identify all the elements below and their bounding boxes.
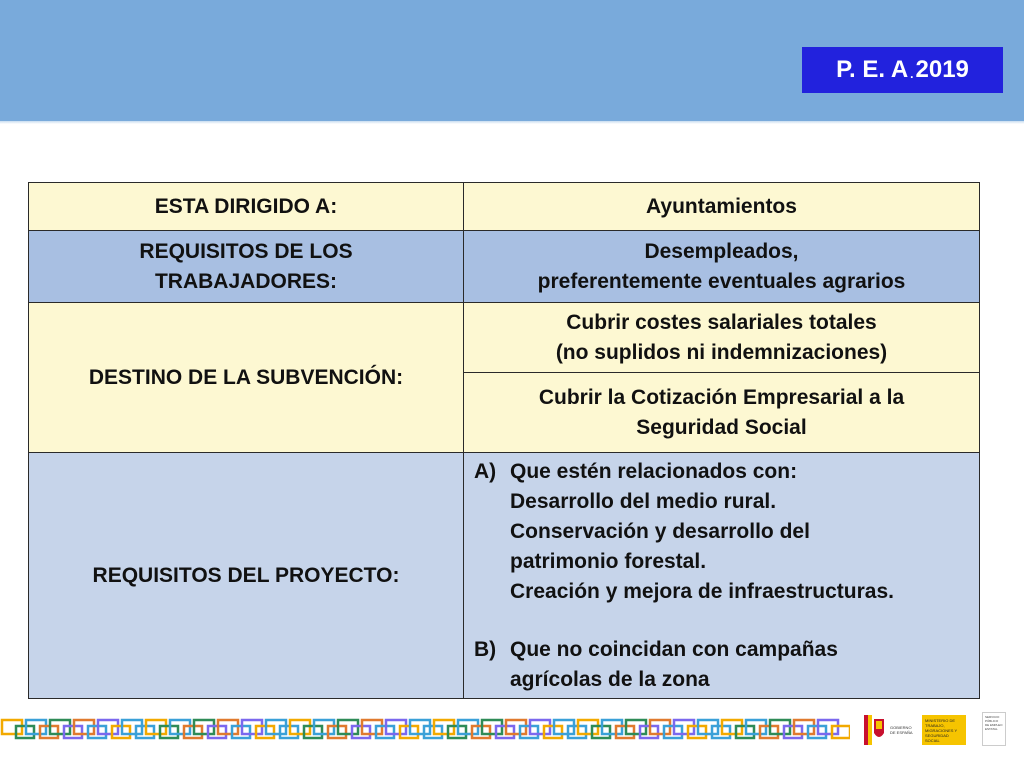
row3-value-a-line2: (no suplidos ni indemnizaciones) (555, 340, 888, 364)
row2-value (464, 231, 980, 303)
list-b-line: Que no coincidan con campañas (510, 638, 838, 661)
table-row (29, 303, 980, 373)
list-marker-a: A) (474, 460, 497, 483)
list-a-line: Creación y mejora de infraestructuras. (510, 580, 894, 603)
list-item-b (474, 635, 971, 695)
list-a-line: Conservación y desarrollo del (510, 520, 810, 543)
decorative-chain-strip (0, 712, 850, 746)
row2-label-line1: REQUISITOS DE LOS (139, 239, 353, 263)
chain-link (832, 726, 850, 738)
row3-value-a-line1: Cubrir costes salariales totales (566, 310, 877, 334)
list-marker-b: B) (474, 638, 497, 661)
badge-year: 2019 (915, 56, 969, 83)
badge-dot: . (910, 67, 914, 81)
row2-value-line1: Desempleados, (644, 239, 799, 263)
table-row (29, 231, 980, 303)
row2-label (29, 231, 464, 303)
header-shadow (0, 121, 1024, 124)
program-table (28, 182, 980, 699)
list-b-line: agrícolas de la zona (510, 668, 710, 691)
logo-text-sepe: SERVICIO PÚBLICO DE EMPLEO ESTATAL (982, 712, 1006, 746)
row3-value-b (464, 373, 980, 453)
list-a-line: Que estén relacionados con: (510, 460, 798, 483)
list-item-a (474, 457, 971, 607)
table-row (29, 453, 980, 699)
badge-title: P. E. A (836, 56, 909, 83)
row3-value-b-line2: Seguridad Social (636, 415, 807, 439)
list-a-line: patrimonio forestal. (510, 550, 707, 573)
logo-text-ministerio: MINISTERIO DE TRABAJO, MIGRACIONES Y SEGURIDAD SOCIAL (922, 715, 966, 745)
row4-label: REQUISITOS DEL PROYECTO: (29, 453, 464, 699)
logo-text-gobierno: GOBIERNO DE ESPAÑA (890, 725, 913, 735)
table-row (29, 183, 980, 231)
row3-label: DESTINO DE LA SUBVENCIÓN: (29, 303, 464, 453)
coat-of-arms-icon (864, 715, 886, 745)
row2-label-line2: TRABAJADORES: (154, 269, 337, 293)
row2-value-line2: preferentemente eventuales agrarios (537, 269, 906, 293)
row4-value (464, 453, 980, 699)
pea-badge (802, 47, 1003, 93)
government-logo (856, 712, 978, 748)
list-a-line: Desarrollo del medio rural. (510, 490, 777, 513)
row3-value-b-line1: Cubrir la Cotización Empresarial a la (538, 385, 905, 409)
row3-value-a (464, 303, 980, 373)
row1-value: Ayuntamientos (464, 183, 980, 231)
row1-label: ESTA DIRIGIDO A: (29, 183, 464, 231)
